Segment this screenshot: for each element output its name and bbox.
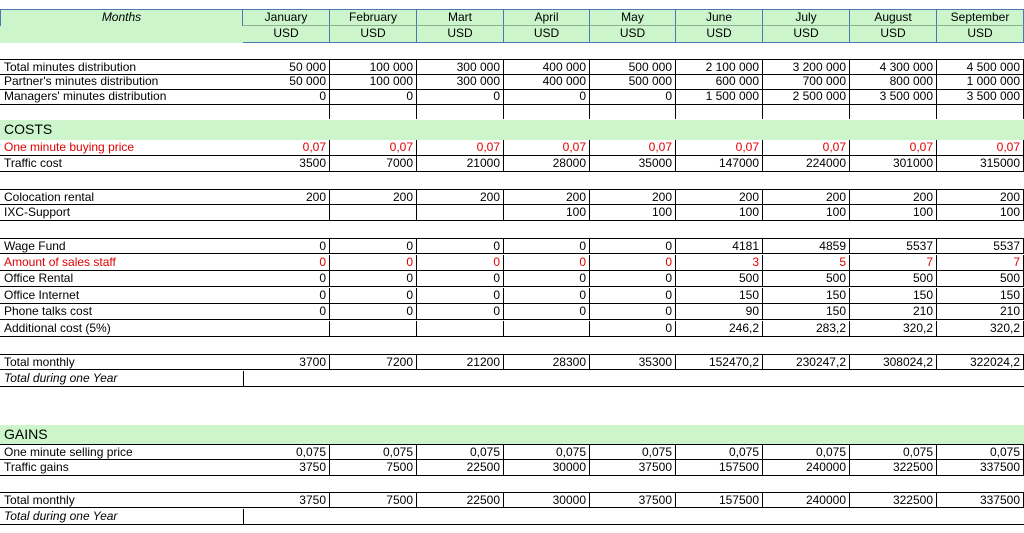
value-cell-january[interactable]: 0 (243, 271, 330, 287)
row-label[interactable]: Partner's minutes distribution (0, 74, 243, 90)
value-cell-september[interactable]: 337500 (937, 492, 1024, 508)
value-cell-mart[interactable]: 0,075 (417, 444, 504, 460)
value-cell-february[interactable]: 7200 (330, 354, 417, 370)
currency-header-september[interactable]: USD (937, 26, 1024, 43)
value-cell-june[interactable]: 4181 (676, 238, 763, 254)
value-cell-may[interactable]: 37500 (590, 492, 676, 508)
value-cell-february[interactable]: 7500 (330, 460, 417, 476)
row-label[interactable]: Total monthly (0, 492, 243, 508)
row-label[interactable]: Phone talks cost (0, 304, 243, 320)
gain-row (0, 444, 1024, 460)
cost-row (0, 205, 1024, 221)
value-cell-january[interactable]: 0 (243, 255, 330, 271)
month-header-july[interactable]: July (763, 9, 850, 26)
value-cell-august[interactable]: 322500 (850, 460, 937, 476)
value-cell-august[interactable]: 7 (850, 255, 937, 271)
row-label[interactable]: One minute selling price (0, 444, 243, 460)
month-header-september[interactable]: September (937, 9, 1024, 26)
value-cell-august[interactable]: 500 (850, 271, 937, 287)
value-cell-january[interactable]: 50 000 (243, 59, 330, 75)
value-cell-june[interactable]: 600 000 (676, 74, 763, 90)
value-cell-may[interactable]: 0 (590, 288, 676, 304)
row-label[interactable]: Managers' minutes distribution (0, 89, 243, 105)
month-header-january[interactable]: January (243, 9, 330, 26)
value-cell-july[interactable]: 240000 (763, 460, 850, 476)
value-cell-august[interactable]: 800 000 (850, 74, 937, 90)
value-cell-august[interactable]: 322500 (850, 492, 937, 508)
row-label[interactable]: IXC-Support (0, 205, 243, 221)
value-cell-september[interactable]: 500 (937, 271, 1024, 287)
value-cell-june[interactable]: 147000 (676, 156, 763, 172)
currency-header-july[interactable]: USD (763, 26, 850, 43)
value-cell-april[interactable]: 0,07 (504, 140, 590, 156)
value-cell-may[interactable]: 0,07 (590, 140, 676, 156)
distribution-row (0, 74, 1024, 90)
value-cell-january[interactable]: 0,075 (243, 444, 330, 460)
value-cell-january[interactable]: 3500 (243, 156, 330, 172)
value-cell-september[interactable]: 315000 (937, 156, 1024, 172)
blank-cell[interactable] (417, 104, 504, 119)
value-cell-september[interactable]: 0,075 (937, 444, 1024, 460)
value-cell-may[interactable]: 37500 (590, 460, 676, 476)
value-cell-june[interactable]: 150 (676, 288, 763, 304)
value-cell-february[interactable] (330, 321, 417, 337)
value-cell-mart[interactable]: 0 (417, 271, 504, 287)
value-cell-february[interactable]: 0 (330, 89, 417, 105)
blank-cell[interactable] (330, 104, 417, 119)
value-cell-june[interactable]: 157500 (676, 460, 763, 476)
year-total-span (243, 371, 1024, 387)
value-cell-mart[interactable]: 22500 (417, 460, 504, 476)
row-label[interactable]: Total during one Year (0, 371, 243, 387)
month-header-august[interactable]: August (850, 9, 937, 26)
month-header-mart[interactable]: Mart (417, 9, 504, 26)
cost-row (0, 189, 1024, 205)
value-cell-may[interactable]: 0,075 (590, 444, 676, 460)
costs-total-year-row (0, 371, 1024, 387)
value-cell-january[interactable]: 3750 (243, 492, 330, 508)
value-cell-january[interactable] (243, 321, 330, 337)
value-cell-mart[interactable]: 0 (417, 304, 504, 320)
value-cell-april[interactable]: 0,075 (504, 444, 590, 460)
value-cell-may[interactable]: 100 (590, 205, 676, 221)
value-cell-june[interactable]: 2 100 000 (676, 59, 763, 75)
value-cell-may[interactable]: 500 000 (590, 74, 676, 90)
blank-row (0, 104, 1024, 119)
row-label[interactable]: One minute buying price (0, 140, 243, 156)
value-cell-april[interactable]: 30000 (504, 460, 590, 476)
value-cell-mart[interactable] (417, 205, 504, 221)
value-cell-february[interactable] (330, 205, 417, 221)
currency-header-april[interactable]: USD (504, 26, 590, 43)
month-header-may[interactable]: May (590, 9, 676, 26)
cost-row (0, 255, 1024, 271)
blank-cell[interactable] (937, 104, 1024, 119)
blank-cell[interactable] (504, 104, 590, 119)
section-band-costs (0, 120, 1024, 140)
value-cell-april[interactable]: 400 000 (504, 74, 590, 90)
value-cell-july[interactable]: 700 000 (763, 74, 850, 90)
header-row-currency (0, 26, 1024, 43)
months-header-cell[interactable]: Months (0, 9, 243, 43)
value-cell-mart[interactable]: 22500 (417, 492, 504, 508)
blank-cell[interactable] (590, 104, 676, 119)
value-cell-may[interactable]: 0 (590, 271, 676, 287)
blank-cell[interactable] (763, 104, 850, 119)
value-cell-february[interactable]: 0 (330, 255, 417, 271)
value-cell-april[interactable]: 0 (504, 89, 590, 105)
value-cell-february[interactable]: 0,07 (330, 140, 417, 156)
value-cell-mart[interactable]: 200 (417, 189, 504, 205)
row-label[interactable]: Office Internet (0, 288, 243, 304)
value-cell-june[interactable]: 1 500 000 (676, 89, 763, 105)
value-cell-january[interactable]: 3700 (243, 354, 330, 370)
value-cell-mart[interactable]: 0 (417, 89, 504, 105)
value-cell-april[interactable]: 0 (504, 255, 590, 271)
value-cell-april[interactable]: 200 (504, 189, 590, 205)
value-cell-july[interactable]: 240000 (763, 492, 850, 508)
value-cell-july[interactable]: 150 (763, 288, 850, 304)
value-cell-august[interactable]: 308024,2 (850, 354, 937, 370)
value-cell-september[interactable]: 5537 (937, 238, 1024, 254)
blank-cell[interactable] (243, 104, 330, 119)
value-cell-february[interactable]: 200 (330, 189, 417, 205)
section-band-gains (0, 425, 1024, 445)
currency-header-january[interactable]: USD (243, 26, 330, 43)
value-cell-august[interactable]: 0,07 (850, 140, 937, 156)
row-label[interactable]: Traffic cost (0, 156, 243, 172)
value-cell-mart[interactable]: 300 000 (417, 74, 504, 90)
value-cell-september[interactable]: 1 000 000 (937, 74, 1024, 90)
value-cell-april[interactable]: 400 000 (504, 59, 590, 75)
blank-cell[interactable] (676, 104, 763, 119)
value-cell-may[interactable]: 0 (590, 238, 676, 254)
cost-row (0, 156, 1024, 172)
value-cell-august[interactable]: 320,2 (850, 321, 937, 337)
value-cell-may[interactable]: 0 (590, 89, 676, 105)
gains-total-monthly-row (0, 492, 1024, 508)
blank-cell[interactable] (850, 104, 937, 119)
value-cell-august[interactable]: 150 (850, 288, 937, 304)
value-cell-september[interactable]: 3 500 000 (937, 89, 1024, 105)
currency-header-february[interactable]: USD (330, 26, 417, 43)
value-cell-july[interactable]: 4859 (763, 238, 850, 254)
costs-total-monthly-row (0, 354, 1024, 370)
value-cell-may[interactable]: 0 (590, 255, 676, 271)
month-header-february[interactable]: February (330, 9, 417, 26)
month-header-april[interactable]: April (504, 9, 590, 26)
value-cell-may[interactable]: 0 (590, 304, 676, 320)
value-cell-june[interactable]: 246,2 (676, 321, 763, 337)
value-cell-august[interactable]: 200 (850, 189, 937, 205)
value-cell-july[interactable]: 2 500 000 (763, 89, 850, 105)
value-cell-june[interactable]: 152470,2 (676, 354, 763, 370)
value-cell-july[interactable]: 0,07 (763, 140, 850, 156)
value-cell-september[interactable]: 0,07 (937, 140, 1024, 156)
value-cell-january[interactable]: 0,07 (243, 140, 330, 156)
value-cell-february[interactable]: 0,075 (330, 444, 417, 460)
cost-row (0, 140, 1024, 156)
value-cell-april[interactable]: 28000 (504, 156, 590, 172)
value-cell-july[interactable]: 100 (763, 205, 850, 221)
value-cell-july[interactable]: 283,2 (763, 321, 850, 337)
value-cell-september[interactable]: 7 (937, 255, 1024, 271)
value-cell-april[interactable]: 0 (504, 271, 590, 287)
value-cell-february[interactable]: 0 (330, 304, 417, 320)
value-cell-september[interactable]: 320,2 (937, 321, 1024, 337)
row-label[interactable]: Additional cost (5%) (0, 321, 243, 337)
value-cell-february[interactable]: 0 (330, 288, 417, 304)
value-cell-january[interactable]: 50 000 (243, 74, 330, 90)
row-label[interactable]: Colocation rental (0, 189, 243, 205)
value-cell-mart[interactable]: 0,07 (417, 140, 504, 156)
row-label[interactable]: Wage Fund (0, 238, 243, 254)
value-cell-june[interactable]: 200 (676, 189, 763, 205)
value-cell-may[interactable]: 0 (590, 321, 676, 337)
header-row-months (0, 9, 1024, 26)
value-cell-june[interactable]: 500 (676, 271, 763, 287)
currency-header-june[interactable]: USD (676, 26, 763, 43)
value-cell-may[interactable]: 35000 (590, 156, 676, 172)
year-total-span (243, 509, 1024, 525)
value-cell-september[interactable]: 4 500 000 (937, 59, 1024, 75)
value-cell-mart[interactable] (417, 321, 504, 337)
value-cell-september[interactable]: 200 (937, 189, 1024, 205)
value-cell-april[interactable]: 0 (504, 304, 590, 320)
value-cell-june[interactable]: 0,07 (676, 140, 763, 156)
value-cell-april[interactable]: 30000 (504, 492, 590, 508)
value-cell-january[interactable] (243, 205, 330, 221)
value-cell-august[interactable]: 100 (850, 205, 937, 221)
value-cell-mart[interactable]: 0 (417, 238, 504, 254)
value-cell-mart[interactable]: 0 (417, 288, 504, 304)
value-cell-august[interactable]: 4 300 000 (850, 59, 937, 75)
month-header-june[interactable]: June (676, 9, 763, 26)
value-cell-april[interactable]: 28300 (504, 354, 590, 370)
value-cell-august[interactable]: 0,075 (850, 444, 937, 460)
value-cell-january[interactable]: 0 (243, 238, 330, 254)
cost-row (0, 288, 1024, 304)
value-cell-january[interactable]: 0 (243, 304, 330, 320)
value-cell-august[interactable]: 5537 (850, 238, 937, 254)
value-cell-july[interactable]: 0,075 (763, 444, 850, 460)
value-cell-april[interactable]: 100 (504, 205, 590, 221)
value-cell-june[interactable]: 157500 (676, 492, 763, 508)
value-cell-july[interactable]: 224000 (763, 156, 850, 172)
value-cell-september[interactable]: 322024,2 (937, 354, 1024, 370)
row-label[interactable]: Amount of sales staff (0, 255, 243, 271)
value-cell-september[interactable]: 210 (937, 304, 1024, 320)
value-cell-january[interactable]: 3750 (243, 460, 330, 476)
gains-total-year-row (0, 509, 1024, 525)
value-cell-mart[interactable]: 21000 (417, 156, 504, 172)
cost-row (0, 321, 1024, 337)
value-cell-may[interactable]: 200 (590, 189, 676, 205)
value-cell-june[interactable]: 0,075 (676, 444, 763, 460)
value-cell-april[interactable] (504, 321, 590, 337)
distribution-row (0, 59, 1024, 75)
currency-header-mart[interactable]: USD (417, 26, 504, 43)
value-cell-january[interactable]: 200 (243, 189, 330, 205)
value-cell-february[interactable]: 7500 (330, 492, 417, 508)
value-cell-february[interactable]: 0 (330, 271, 417, 287)
value-cell-february[interactable]: 0 (330, 238, 417, 254)
value-cell-april[interactable]: 0 (504, 288, 590, 304)
value-cell-june[interactable]: 100 (676, 205, 763, 221)
value-cell-july[interactable]: 3 200 000 (763, 59, 850, 75)
value-cell-mart[interactable]: 21200 (417, 354, 504, 370)
value-cell-july[interactable]: 150 (763, 304, 850, 320)
row-label[interactable]: Office Rental (0, 271, 243, 287)
value-cell-september[interactable]: 150 (937, 288, 1024, 304)
row-label[interactable]: Total minutes distribution (0, 59, 243, 75)
value-cell-mart[interactable]: 0 (417, 255, 504, 271)
value-cell-july[interactable]: 500 (763, 271, 850, 287)
value-cell-may[interactable]: 35300 (590, 354, 676, 370)
cost-row (0, 238, 1024, 254)
distribution-row (0, 89, 1024, 105)
cost-row (0, 271, 1024, 287)
value-cell-july[interactable]: 5 (763, 255, 850, 271)
value-cell-april[interactable]: 0 (504, 238, 590, 254)
value-cell-august[interactable]: 3 500 000 (850, 89, 937, 105)
value-cell-february[interactable]: 7000 (330, 156, 417, 172)
value-cell-mart[interactable]: 300 000 (417, 59, 504, 75)
value-cell-june[interactable]: 3 (676, 255, 763, 271)
value-cell-august[interactable]: 301000 (850, 156, 937, 172)
value-cell-june[interactable]: 90 (676, 304, 763, 320)
value-cell-july[interactable]: 200 (763, 189, 850, 205)
row-label[interactable]: Total monthly (0, 354, 243, 370)
cost-row (0, 304, 1024, 320)
value-cell-august[interactable]: 210 (850, 304, 937, 320)
value-cell-january[interactable]: 0 (243, 89, 330, 105)
value-cell-july[interactable]: 230247,2 (763, 354, 850, 370)
row-label[interactable]: Total during one Year (0, 509, 243, 525)
gains-section-title: GAINS (4, 426, 48, 442)
gain-row (0, 460, 1024, 476)
row-label[interactable]: Traffic gains (0, 460, 243, 476)
currency-header-august[interactable]: USD (850, 26, 937, 43)
value-cell-september[interactable]: 337500 (937, 460, 1024, 476)
value-cell-may[interactable]: 500 000 (590, 59, 676, 75)
currency-header-may[interactable]: USD (590, 26, 676, 43)
value-cell-february[interactable]: 100 000 (330, 59, 417, 75)
value-cell-february[interactable]: 100 000 (330, 74, 417, 90)
costs-section-title: COSTS (4, 121, 53, 137)
value-cell-september[interactable]: 100 (937, 205, 1024, 221)
value-cell-january[interactable]: 0 (243, 288, 330, 304)
